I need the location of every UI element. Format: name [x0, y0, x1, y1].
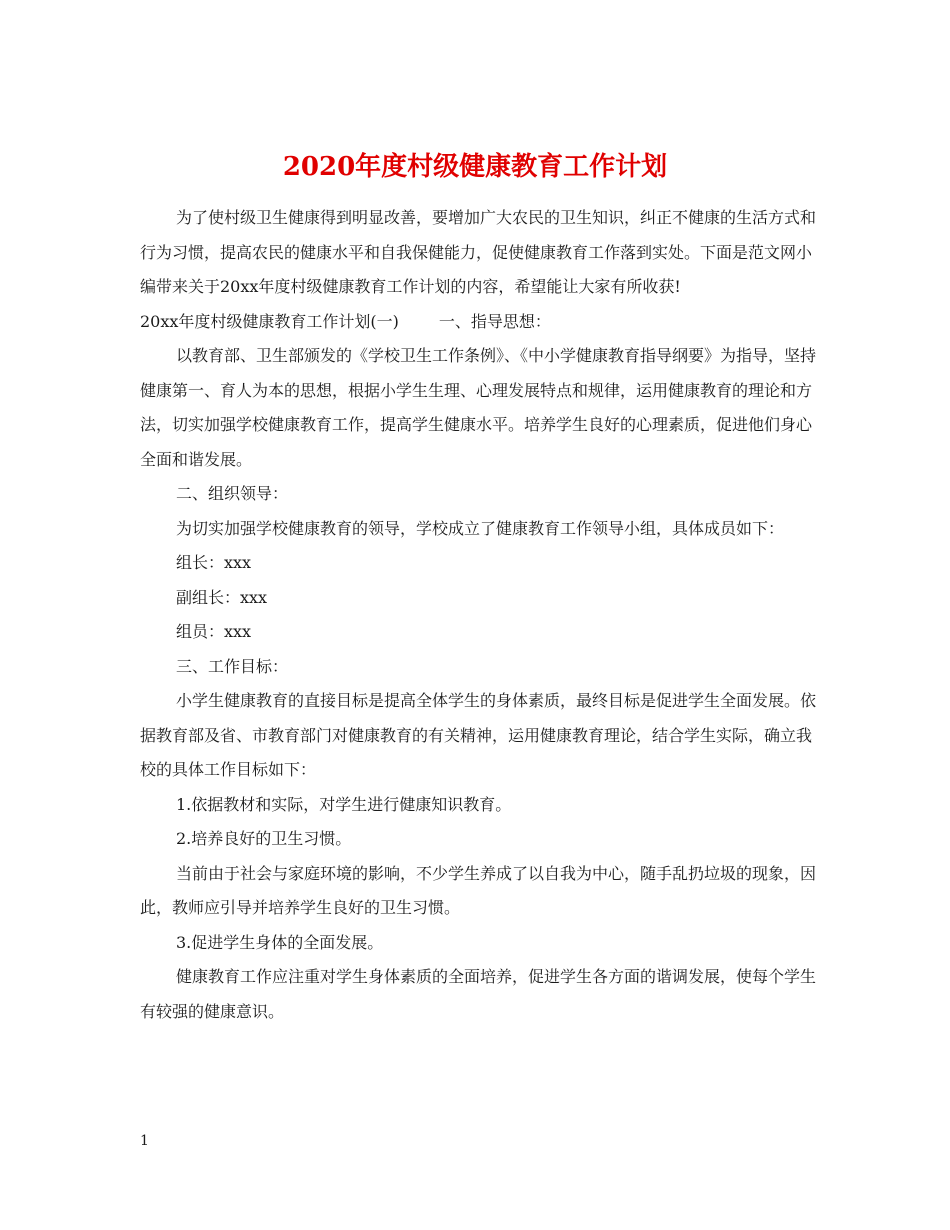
plan-heading-line [140, 305, 820, 340]
goal-1: 1.依据教材和实际，对学生进行健康知识教育。 [176, 794, 512, 814]
page-number: 1 [140, 1133, 149, 1149]
section2-paragraph: 为切实加强学校健康教育的领导，学校成立了健康教育工作领导小组，具体成员如下： [176, 518, 785, 538]
document-body [140, 201, 820, 1029]
goal-3: 3.促进学生身体的全面发展。 [176, 932, 384, 952]
plan-heading: 20xx年度村级健康教育工作计划(一) [140, 311, 399, 331]
goal-3-paragraph: 健康教育工作应注重对学生身体素质的全面培养，促进学生各方面的谐调发展，使每个学生有较强的健康意识。 [140, 967, 817, 1021]
section3-paragraph: 小学生健康教育的直接目标是提高全体学生的身体素质，最终目标是促进学生全面发展。依据教育部及省、市教育部门对健康教育的有关精神，运用健康教育理论，结合学生实际，确立我校的具体工作目标如下： [140, 691, 817, 779]
member-staff: 组员：xxx [176, 622, 252, 641]
section3-heading: 三、工作目标： [176, 656, 289, 676]
member-deputy: 副组长：xxx [176, 587, 268, 607]
goal-2-paragraph: 当前由于社会与家庭环境的影响，不少学生养成了以自我为中心，随手乱扔垃圾的现象，因此，教师应引导并培养学生良好的卫生习惯。 [140, 863, 817, 917]
member-leader: 组长：xxx [176, 553, 252, 572]
section1-heading: 一、指导思想： [438, 311, 551, 331]
intro-paragraph: 为了使村级卫生健康得到明显改善，要增加广大农民的卫生知识，纠正不健康的生活方式和行为习惯，提高农民的健康水平和自我保健能力，促使健康教育工作落到实处。下面是范文网小编带来关于20xx年度村级健康教育工作计划的内容，希望能让大家有所收获! [140, 208, 817, 296]
document-title: 2020年度村级健康教育工作计划 [282, 152, 668, 183]
section2-heading: 二、组织领导： [176, 484, 289, 503]
goal-2: 2.培养良好的卫生习惯。 [176, 829, 352, 848]
section1-paragraph: 以教育部、卫生部颁发的《学校卫生工作条例》、《中小学健康教育指导纲要》为指导，坚持健康第一、育人为本的思想，根据小学生生理、心理发展特点和规律，运用健康教育的理论和方法，切实加强学校健康教育工作，提高学生健康水平。培养学生良好的心理素质，促进他们身心全面和谐发展。 [140, 346, 817, 469]
